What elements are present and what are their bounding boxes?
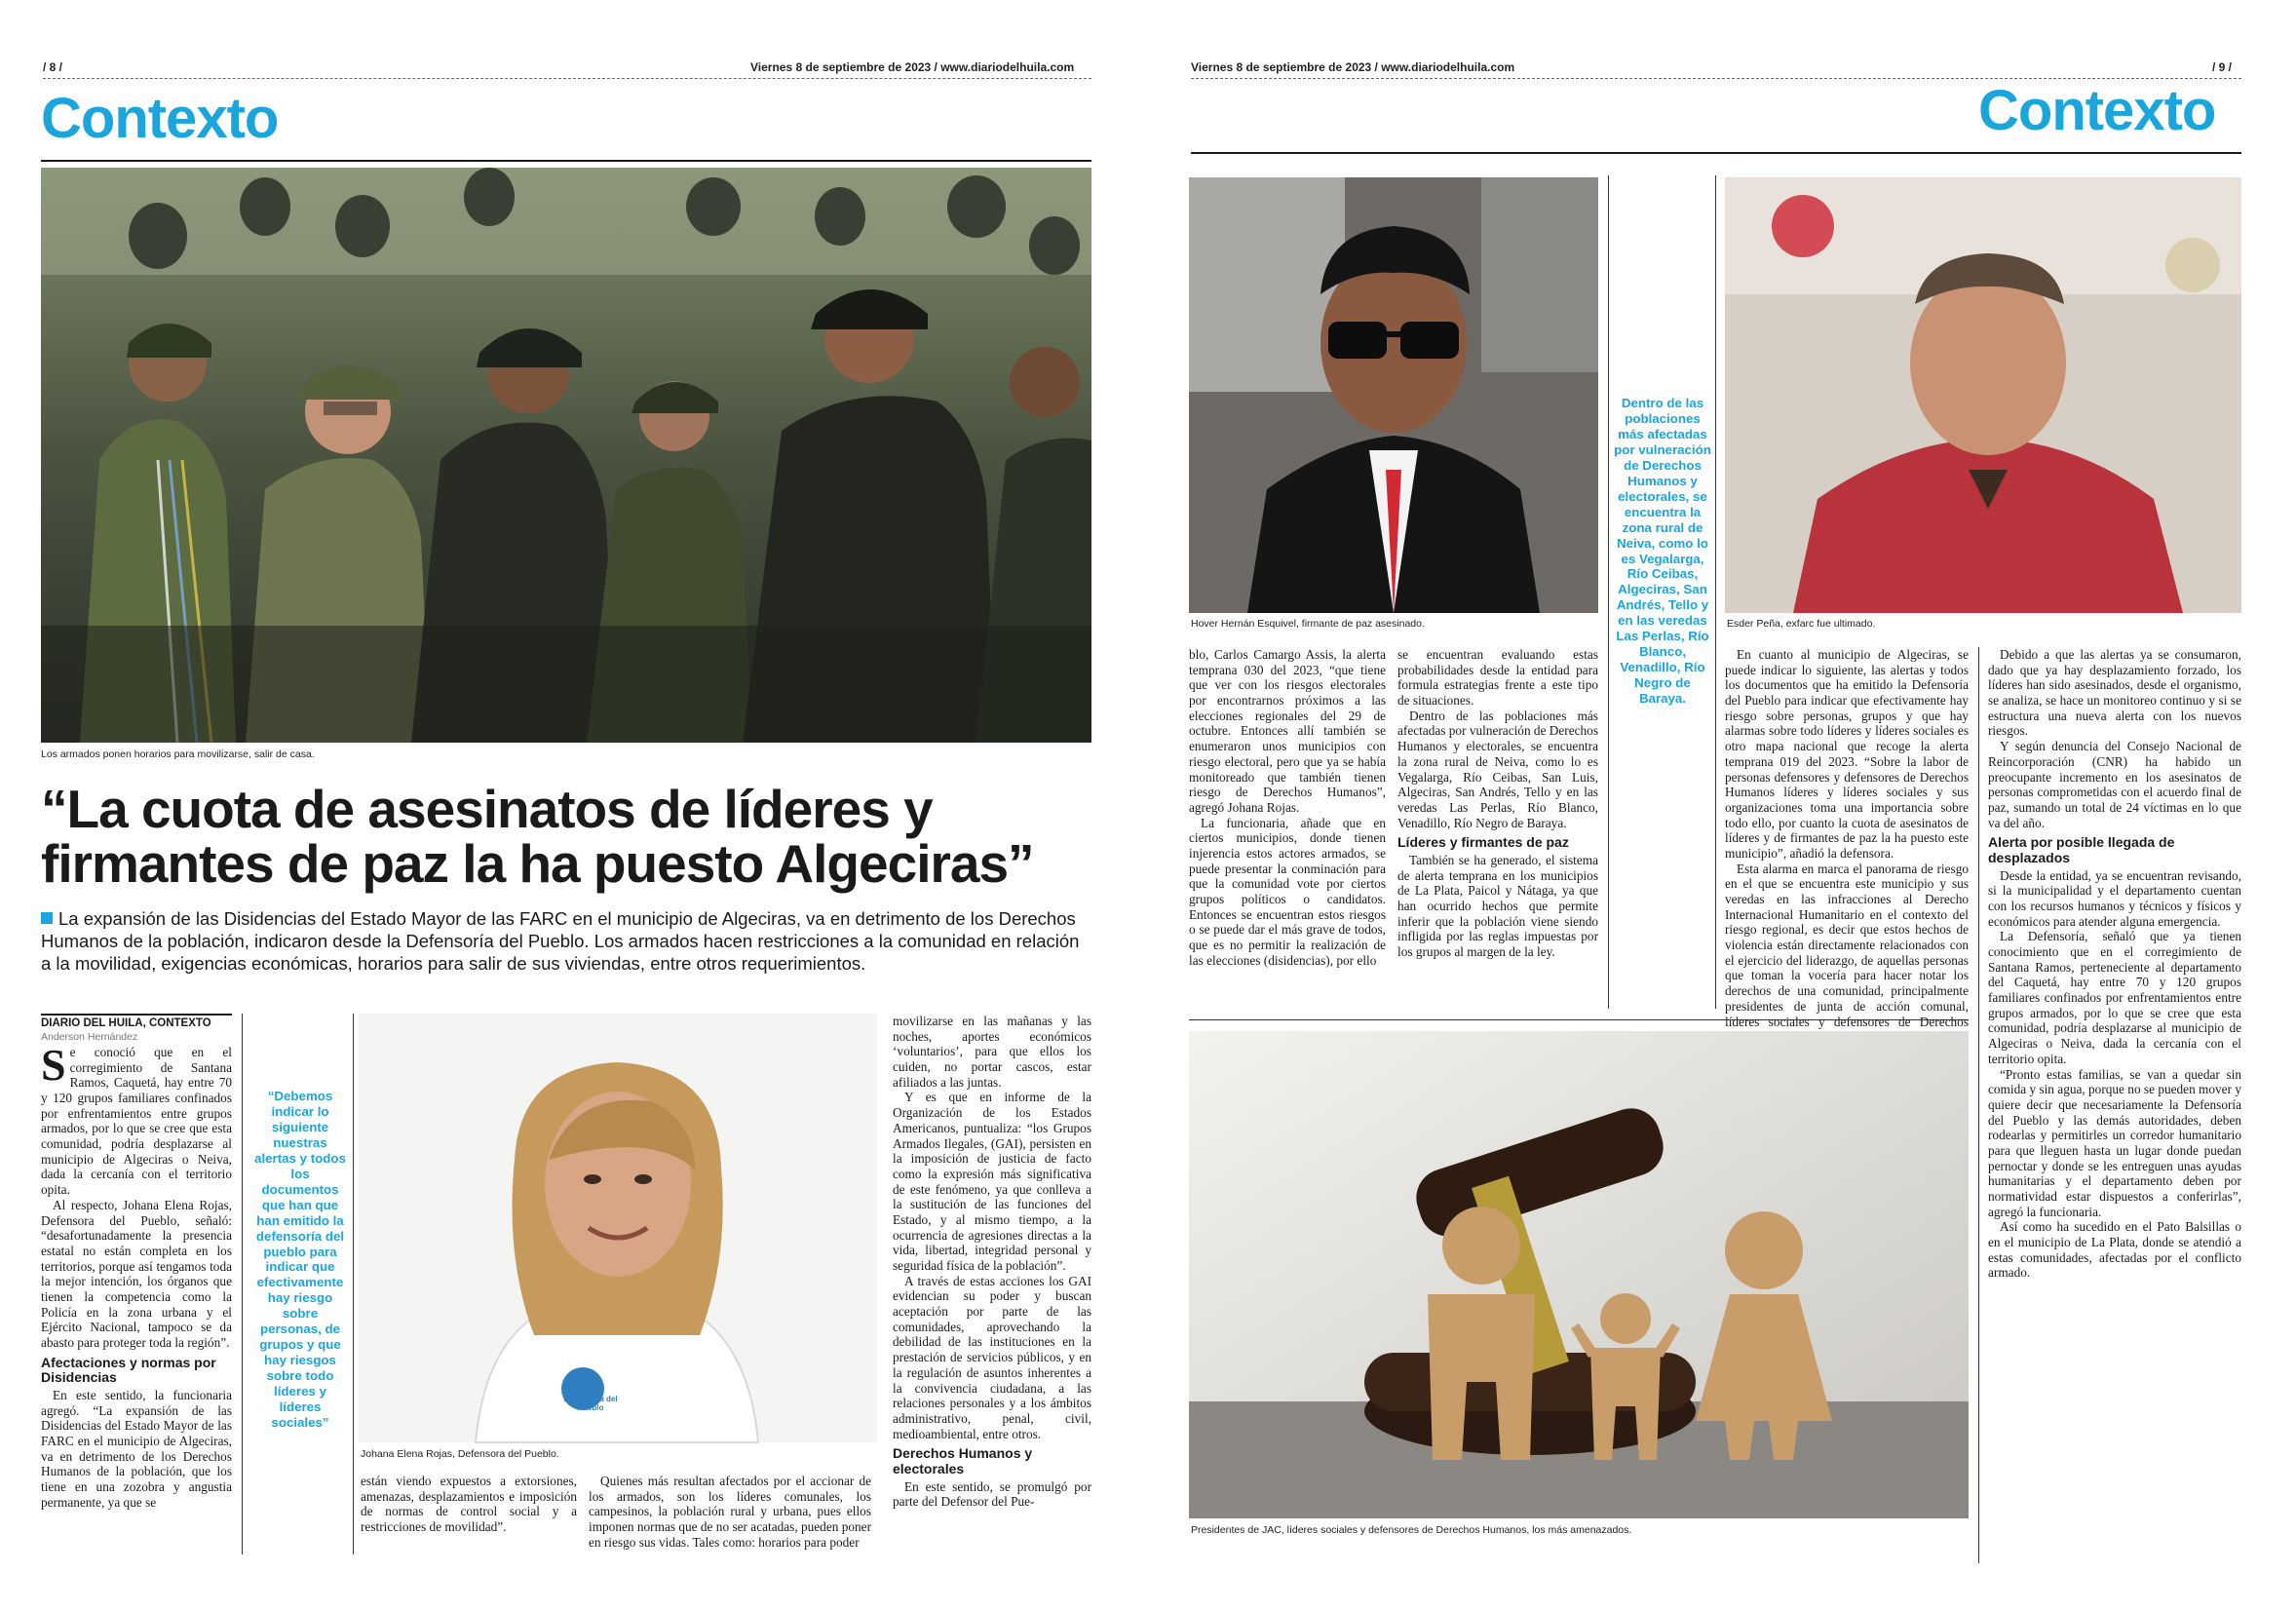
hover-esquivel-photo — [1189, 177, 1598, 613]
col3-p1: Quienes más resultan afectados por el accionar de los armados, son los líderes comunales, los campesinos, la población rural y urbana, pues ellos imponen normas que de no ser acatadas, pueden poner en riesgo sus vidas. Tales como: horarios para poder — [589, 1474, 871, 1550]
rc2-subhead: Líderes y firmantes de paz — [1397, 834, 1569, 851]
rc4-p2: Y según denuncia del Consejo Nacional de Reincorporación (CNR) ha habido un preocupante incremento en los asesinatos de personas comprometidas con el acuerdo final de paz, sumando un total de 24 víctimas en lo que va del año. — [1988, 739, 2241, 830]
col4-p4: En este sentido, se promulgó por parte del Defensor del Pue- — [893, 1478, 1091, 1510]
rc2-p2: Dentro de las poblaciones más afectadas por vulneración de Derechos Humanos y electorales, se encuentra la zona rural de Neiva, como lo es Vegalarga, Río Ceibas, San Luis, Algeciras, San Andrés, Tello y en las veredas Las Perlas, Río Blanco, Venadillo, Río Negro de Baraya. — [1397, 708, 1598, 830]
col1-p1: e conoció que en el corregimiento de Santana Ramos, Caquetá, hay entre 70 y 120 grupos familiares confinados por enfrentamientos entre grupos armados, por lo que se cree que esta comunidad, podría desplazarse al municipio de Algeciras o Neiva, dada la cercanía con el territorio opita. — [41, 1044, 232, 1198]
top-rule-left — [43, 78, 1091, 79]
rc4-subhead: Alerta por posible llegada de desplazados — [1988, 834, 2175, 865]
col2-p1: están viendo expuestos a extorsiones, amenazas, desplazamientos e imposición de normas de control social y a restricciones de movilidad”. — [361, 1474, 577, 1535]
defensora-portrait-photo — [359, 1014, 877, 1442]
headline: “La cuota de asesinatos de líderes y firmantes de paz la ha puesto Algeciras” — [41, 779, 1034, 895]
col1-subhead: Afectaciones y normas por Disidencias — [41, 1354, 216, 1386]
armed-group-photo — [41, 168, 1091, 743]
esder-pena-photo — [1725, 177, 2241, 613]
rc4-p6: Así como ha sucedido en el Pato Balsillas o en el municipio de La Plata, donde se atendió a estas comunidades, afectadas por el conflicto armado. — [1988, 1219, 2241, 1281]
rc1-p2: La funcionaria, añade que en ciertos municipios, donde tienen injerencia estos actores armados, se puede presentar la conminación para que la comunidad vote por ciertos grupos políticos o candidatos. Entonces se encuentran estos riesgos o se puede dar el más grave de todos, que es no permitir la realización de las elecciones (disidencias), por ello — [1189, 815, 1386, 968]
col4-p3: A través de estas acciones los GAI evidencian su poder y buscan aceptación por parte de las comunidades, aprovechando la debilidad de las instituciones en la prestación de servicios públicos, y en la regulación de asuntos inherentes a la convivencia ciudadana, a las relaciones personales y a los ámbitos administrativo, penal, civil, medioambiental, entre otros. — [893, 1273, 1091, 1441]
rc4-p1: Debido a que las alertas ya se consumaron, dado que ya hay desplazamiento forzado, los líderes han sido asesinados, desde el organismo, se analiza, se hace un monitoreo continuo y si se estructura una nueva alerta con los nuevos riesgos. — [1988, 647, 2241, 739]
lead-text: La expansión de las Disidencias del Estado Mayor de las FARC en el municipio de Algeciras, va en detrimento de los Derechos Humanos de la población, indicaron desde la Defensoría del Pueblo. Los armados hacen restricciones a la comunidad en relación a la movilidad, exigencias económicas, horarios para salir de sus viviendas, entre otros requerimientos. — [41, 908, 1080, 974]
dropcap: S — [41, 1039, 66, 1090]
left-column-2 — [361, 1474, 577, 1561]
pull-quote-left: “Debemos indicar lo siguiente nuestras alertas y todos los documentos que han que han emitido la defensoría del pueblo para indicar que efectivamente hay riesgo sobre personas, de grupos y que hay riesgos sobre todo líderes y líderes sociales” — [254, 1089, 346, 1431]
right-column-1 — [1189, 647, 1386, 1010]
armed-group-photo-caption: Los armados ponen horarios para movilizarse, salir de casa. — [41, 748, 315, 760]
column-divider — [242, 1014, 243, 1554]
column-divider — [1978, 647, 1979, 1563]
gavel-family-caption: Presidentes de JAC, líderes sociales y defensores de Derechos Humanos, los más amenazados. — [1191, 1524, 1632, 1536]
byline-author: Anderson Hernández — [41, 1030, 138, 1043]
byline-org: DIARIO DEL HUILA, CONTEXTO — [41, 1014, 232, 1031]
rc3-p1: En cuanto al municipio de Algeciras, se puede indicar lo siguiente, las alertas y todos los documentos que ha emitido la Defensoría del Pueblo para indicar que efectivamente hay riesgo sobre personas, grupos y que hay alarmas sobre todo líderes y líderes sociales es otro mapa nacional que recoge la alerta temprana 019 del 2023. “Sobre la labor de personas defensores y defensores de Derechos Humanos líderes y líderes sociales y sus organizaciones toma una importancia sobre todo ello, por cuanto la cuota de asesinatos de líderes y de firmantes de paz la ha puesto este municipio”, añadió la defensora. — [1725, 647, 1969, 861]
dateline-right: Viernes 8 de septiembre de 2023 / www.diariodelhuila.com — [1191, 60, 1515, 74]
rc2-p1: se encuentran evaluando estas probabilidades desde la entidad para formula estrategias frente a este tipo de situaciones. — [1397, 647, 1598, 709]
section-rule-right — [1191, 152, 2241, 154]
gavel-family-photo — [1189, 1031, 1969, 1518]
right-page — [1148, 0, 2296, 1610]
portrait-caption: Johana Elena Rojas, Defensora del Pueblo. — [361, 1448, 559, 1460]
section-rule-left — [41, 160, 1091, 162]
pull-quote-right: Dentro de las poblaciones más afectadas por vulneración de Derechos Humanos y electorales, se encuentra la zona rural de Neiva, como lo es Vegalarga, Río Ceibas, Algeciras, San Andrés, Tello y en las veredas Las Perlas, Río Blanco, Venadillo, Río Negro de Baraya. — [1614, 396, 1711, 707]
right-column-4 — [1988, 647, 2241, 1563]
rc1-p1: blo, Carlos Camargo Assis, la alerta temprana 030 del 2023, “que tiene que ver con los riesgos electorales por encontrarnos próximos a las elecciones regionales del 29 de octubre. Entonces allí también se enumeraron unos municipios con riesgo electoral, pero que ya se había monitoreado que también tienen riesgo de Derechos Humanos”, agregó Johana Rojas. — [1189, 647, 1386, 815]
column-divider — [353, 1014, 354, 1554]
lead-bullet-icon — [41, 912, 53, 924]
lead-paragraph — [41, 908, 1091, 976]
rc3-p2: Esta alarma en marca el panorama de riesgo en el que se encuentra este municipio y sus veredas en las infracciones al Derecho Internacional Humanitario en el contexto del riesgo regional, es decir que estos hechos de violencia están directamente relacionados con el ejercicio del liderazgo, de aquellas personas que toman la vocería para hacer notar los derechos de una comunidad, principalmente presidentes de junta de acción comunal, líderes sociales y defensores de Derechos — [1725, 861, 1969, 1029]
portrait-badge-text: Defensoría del Pueblo — [563, 1395, 618, 1412]
section-title-right: Contexto — [1978, 79, 2216, 142]
col1-p2: Al respecto, Johana Elena Rojas, Defensora del Pueblo, señaló: “desafortunadamente la presencia estatal no están completa en los territorios, porque así tengamos toda la mejor intención, los órganos que tienen la competencia como la Policía en la zona urbana y el Ejército Nacional, tampoco se da abasto para proteger toda la región”. — [41, 1197, 232, 1350]
col1-p3: En este sentido, la funcionaria agregó. “La expansión de las Disidencias del Estado Mayor de las FARC en el municipio de Algeciras, va en detrimento de los Derechos Humanos de la población, que los tiene en una zozobra y angustia permanente, ya que se — [41, 1388, 232, 1510]
rc4-p3: Desde la entidad, ya se encuentran revisando, si la municipalidad y el departamento cuentan con los recursos humanos y técnicos y físicos y económicos para atender alguna emergencia. — [1988, 867, 2241, 929]
section-divider — [1189, 1019, 1969, 1020]
column-divider — [1715, 175, 1716, 1009]
right-column-3 — [1725, 647, 1969, 1029]
esder-pena-caption: Esder Peña, exfarc fue ultimado. — [1727, 618, 1876, 630]
rc4-p5: “Pronto estas familias, se van a quedar sin comida y sin agua, porque no se pueden mover y quiere decir que necesariamente la Defensoría del Pueblo y las demás autoridades, deben rodearlas y permitirles un corredor humanitario para que lleguen hasta un lugar donde puedan pernoctar y donde se les entreguen unas ayudas humanitarias y el departamento deben por normatividad estar dispuestos a conferirlas”, agregó la funcionaria. — [1988, 1066, 2241, 1219]
left-column-4 — [893, 1014, 1091, 1561]
rc2-p3: También se ha generado, el sistema de alerta temprana en los municipios de La Plata, Paicol y Nátaga, ya que han ocurrido hechos que permite inferir que la población viene siendo infligida por las reglas impuestas por los grupos al margen de la ley. — [1397, 852, 1598, 960]
col4-p1: movilizarse en las mañanas y las noches, aportes económicos ‘voluntarios’, para que ellos los cuiden, no portar cascos, estar afiliados a las juntas. — [893, 1014, 1091, 1090]
column-divider — [1608, 175, 1609, 1009]
folio-right: / 9 / — [2212, 60, 2233, 74]
left-column-3 — [589, 1474, 871, 1561]
hover-esquivel-caption: Hover Hernán Esquivel, firmante de paz asesinado. — [1191, 618, 1425, 630]
rc4-p4: La Defensoría, señaló que ya tienen conocimiento que en el corregimiento de Santana Ramos, perteneciente al departamento del Caquetá, hay entre 70 y 120 grupos familiares confinados por enfrentamientos entre grupos armados, por lo que se cree que esta comunidad, podría desplazarse al municipio de Algeciras o Neiva, dada la cercanía con el territorio opita. — [1988, 929, 2241, 1066]
folio-left: / 8 / — [43, 60, 63, 74]
dateline-left: Viernes 8 de septiembre de 2023 / www.diariodelhuila.com — [750, 60, 1075, 74]
section-title-left: Contexto — [41, 87, 279, 150]
col4-p2: Y es que en informe de la Organización de los Estados Americanos, puntualiza: “los Grupos Armados Ilegales, (GAI), persisten en la imposición de justicia de facto como la expresión más significativa de este fenómeno, ya que conlleva a la sustitución de las funciones del Estado, y al mismo tiempo, a la ocurrencia de agresiones directas a la vida, libertad, integridad personal y seguridad física de la población”. — [893, 1090, 1091, 1273]
left-column-1 — [41, 1014, 232, 1559]
col4-subhead: Derechos Humanos y electorales — [893, 1445, 1033, 1476]
right-column-2 — [1397, 647, 1598, 1010]
